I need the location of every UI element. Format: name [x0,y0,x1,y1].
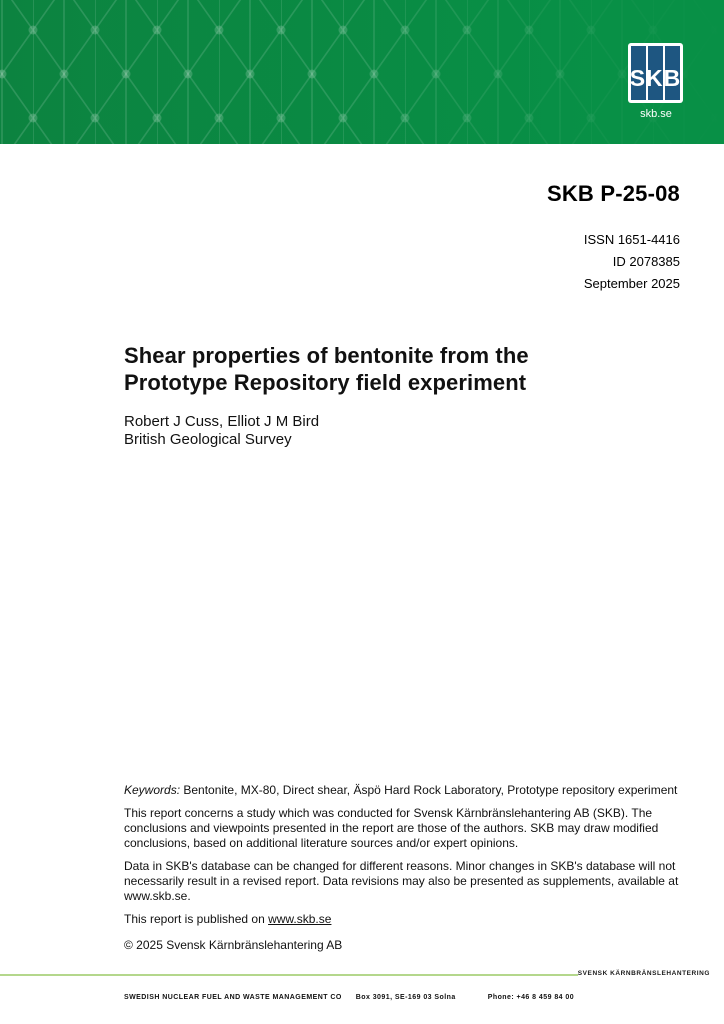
published-paragraph [124,912,682,927]
header-band [0,0,724,144]
publication-date: September 2025 [583,276,680,291]
footer-brand-caps: SVENSK KÄRNBRÄNSLEHANTERING [577,970,710,977]
header-pattern-graphic [0,0,724,144]
authors: Robert J Cuss, Elliot J M Bird [124,413,320,430]
keywords-label: Keywords: [124,783,181,797]
title-block [124,342,529,449]
keywords-text: Bentonite, MX-80, Direct shear, Äspö Hard Rock Laboratory, Prototype repository experiment [180,783,678,797]
report-number: SKB P-25-08 [546,181,680,206]
published-prefix: This report is published on [124,912,269,926]
footer-contact-row [124,994,574,1001]
disclaimer-paragraph: This report concerns a study which was conducted for Svensk Kärnbränslehantering AB (SKB). The conclusions and viewpoints presented in the report are those of the authors. SKB may draw modified conclusions, based on additional literature sources and/or expert opinions. [124,806,659,850]
affiliation: British Geological Survey [124,431,292,448]
footer-company-name: SWEDISH NUCLEAR FUEL AND WASTE MANAGEMENT CO [124,994,342,1001]
report-meta-block [547,181,680,295]
body-text-block [124,783,682,961]
footer-address: Box 3091, SE-169 03 Solna [355,994,456,1001]
copyright-line: © 2025 Svensk Kärnbränslehantering AB [124,938,343,952]
document-id: ID 2078385 [612,254,680,269]
issn-number: ISSN 1651-4416 [583,232,680,247]
skb-logo [628,43,683,103]
title-line-1: Shear properties of bentonite from the [124,343,529,368]
footer-divider [0,974,578,976]
keywords-paragraph [124,783,682,798]
skb-website-label: skb.se [640,108,672,120]
footer-phone: Phone: +46 8 459 84 00 [487,994,575,1001]
page-title [124,342,529,396]
skb-website-link[interactable]: www.skb.se [268,912,332,926]
skb-logo-wordmark: SKB [629,65,682,91]
title-line-2: Prototype Repository field experiment [124,370,527,395]
report-meta-lines [547,229,680,295]
database-paragraph: Data in SKB's database can be changed for different reasons. Minor changes in SKB's database will not necessarily result in a revised report. Data revisions may also be presented as supplements, available at www.skb.se. [124,859,679,903]
